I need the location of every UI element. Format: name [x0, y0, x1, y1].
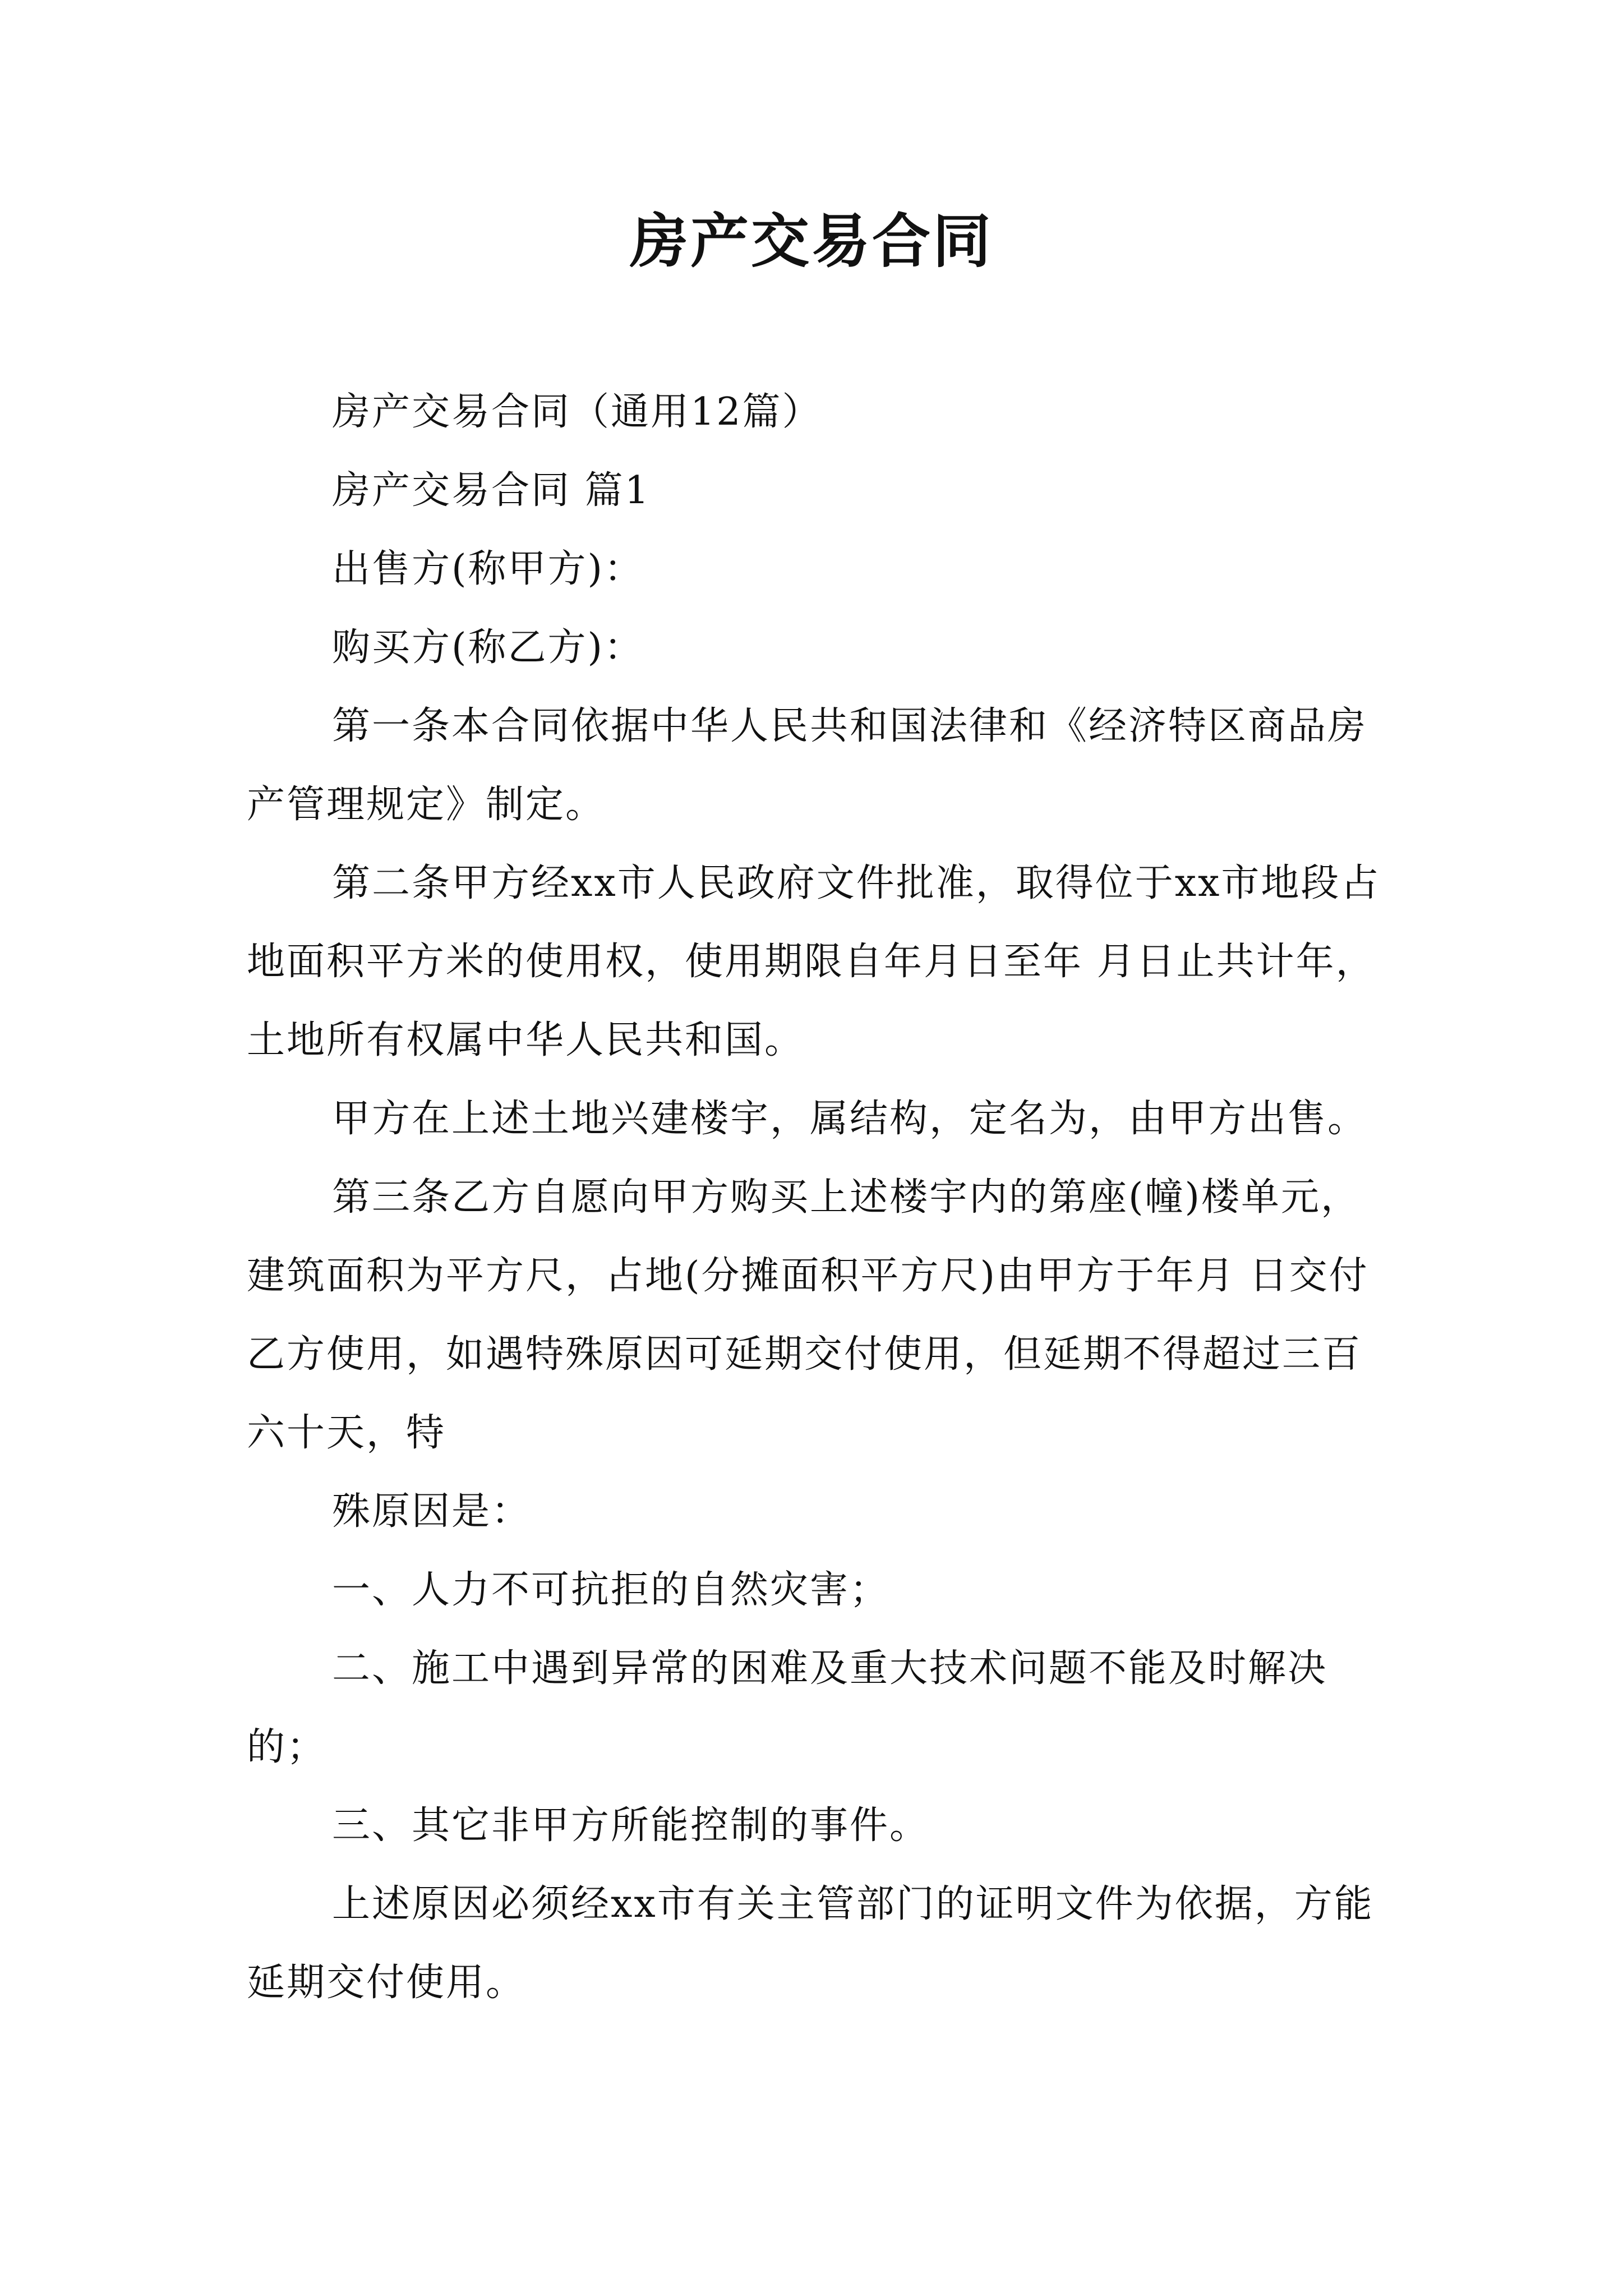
paragraph-article-3: 第三条乙方自愿向甲方购买上述楼宇内的第座(幢)楼单元，建筑面积为平方尺，占地(分摊面积平方尺)由甲方于年月 日交付乙方使用，如遇特殊原因可延期交付使用，但延期不得超过三百六十天，特 — [247, 1175, 1369, 1455]
paragraph-buyer: 购买方(称乙方)： — [332, 625, 644, 670]
paragraph-reason-3: 三、其它非甲方所能控制的事件。 — [332, 1803, 930, 1848]
paragraph-reason-1: 一、人力不可抗拒的自然灾害； — [332, 1568, 890, 1612]
paragraph-building: 甲方在上述土地兴建楼宇，属结构，定名为，由甲方出售。 — [332, 1097, 1368, 1141]
document-title: 房产交易合同 — [629, 207, 993, 275]
paragraph-section-heading: 房产交易合同 篇1 — [332, 468, 651, 513]
document-body — [247, 373, 1385, 2022]
paragraph-article-1: 第一条本合同依据中华人民共和国法律和《经济特区商品房产管理规定》制定。 — [247, 704, 1368, 827]
paragraph-seller: 出售方(称甲方)： — [332, 547, 644, 591]
paragraph-special-reasons: 殊原因是： — [332, 1489, 532, 1534]
paragraph-proof: 上述原因必须经xx市有关主管部门的证明文件为依据，方能延期交付使用。 — [247, 1882, 1374, 2005]
paragraph-subtitle: 房产交易合同（通用12篇） — [332, 390, 822, 434]
paragraph-reason-2: 二、施工中遇到异常的困难及重大技术问题不能及时解决的； — [247, 1646, 1328, 1769]
paragraph-article-2: 第二条甲方经xx市人民政府文件批准，取得位于xx市地段占地面积平方米的使用权，使用期限自年月日至年 月日止共计年，土地所有权属中华人民共和国。 — [247, 861, 1381, 1062]
